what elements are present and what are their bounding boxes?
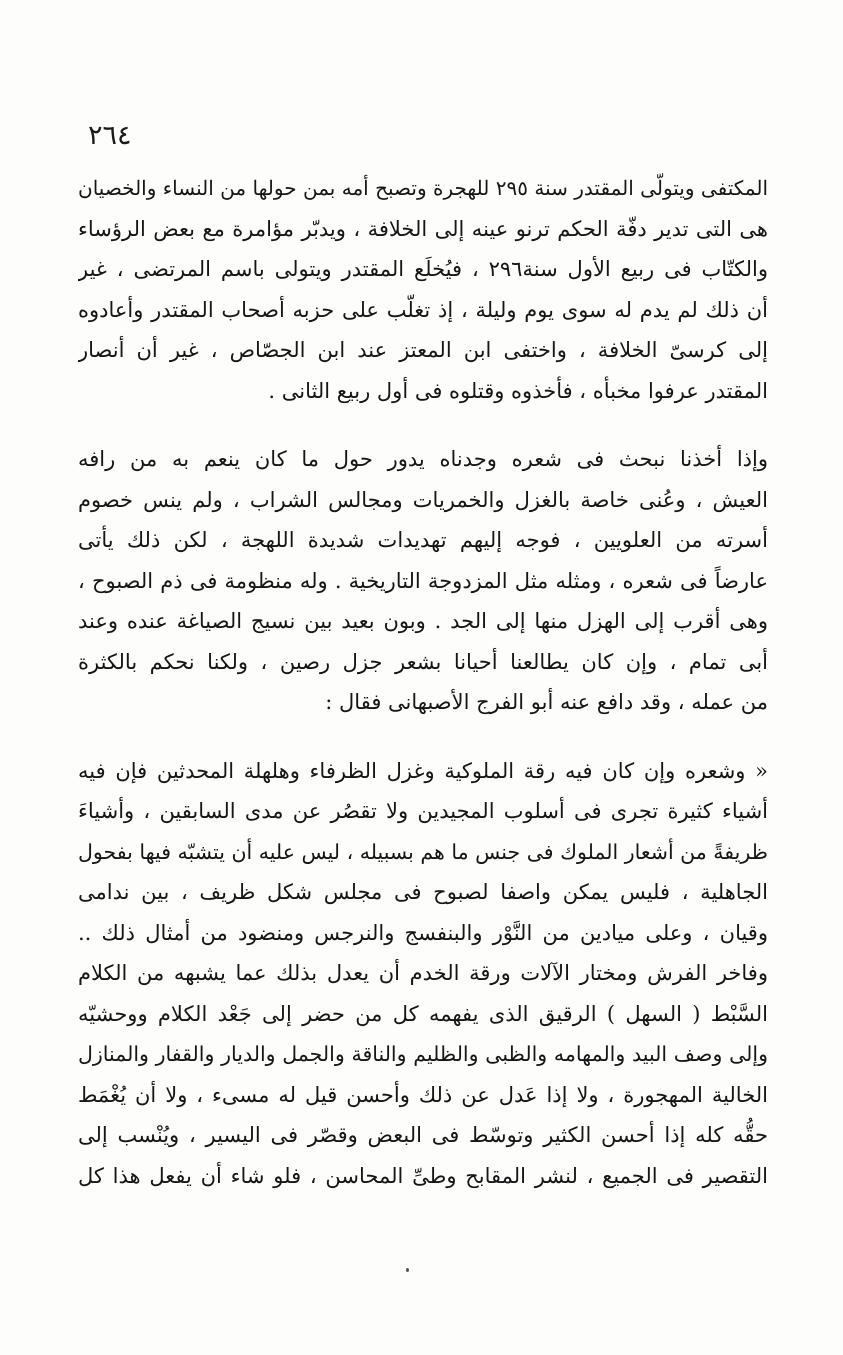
text-line: « وشعره وإن كان فيه رقة الملوكية وغزل الظرفاء وهلهلة المحدثين فإن فيه bbox=[78, 758, 768, 783]
text-line: المقتدر عرفوا مخبأه ، فأخذوه وقتلوه فى أول ربيع الثانى . bbox=[268, 378, 768, 403]
text-line: السَّبْط ( السهل ) الرقيق الذى يفهمه كل من حضر إلى جَعْد الكلام ووحشيّه bbox=[78, 1001, 768, 1026]
text-line: أسرته من العلويين ، فوجه إليهم تهديدات شديدة اللهجة ، لكن ذلك يأتى bbox=[78, 528, 768, 552]
text-line: المكتفى ويتولّى المقتدر سنة ٢٩٥ للهجرة وتصبح أمه بمن حولها من النساء والخصيان bbox=[78, 176, 768, 200]
page-number: ٢٦٤ bbox=[88, 120, 132, 151]
paragraph-historical-account bbox=[78, 168, 768, 411]
text-line: أن ذلك لم يدم له سوى يوم وليلة ، إذ تغلّب على حزبه أصحاب المقتدر وأعادوه bbox=[78, 297, 768, 322]
text-line: هى التى تدير دفّة الحكم ترنو عينه إلى الخلافة ، ويدبّر مؤامرة مع بعض الرؤساء bbox=[78, 216, 768, 241]
text-line: وإذا أخذنا نبحث فى شعره وجدناه يدور حول ما كان ينعم به من رافه bbox=[78, 447, 768, 471]
text-line: وفاخر الفرش ومختار الآلات ورقة الخدم أن يعدل بذلك عما يشبهه من الكلام bbox=[78, 961, 768, 985]
text-line: ظريفةً من أشعار الملوك فى جنس ما هم بسبيله ، ليس عليه أن يتشبّه فيها بفحول bbox=[78, 839, 768, 864]
text-line: حقُّه كله إذا أحسن الكثير وتوسّط فى البعض وقصّر فى اليسير ، ويُنْسب إلى bbox=[78, 1123, 768, 1147]
page-body bbox=[78, 168, 768, 1196]
text-line: الجاهلية ، فليس يمكن واصفا لصبوح فى مجلس شكل ظريف ، بين ندامى bbox=[78, 880, 768, 904]
text-line: أشياء كثيرة تجرى فى أسلوب المجيدين ولا تقصُر عن مدى السابقين ، وأشياءَ bbox=[78, 799, 768, 823]
text-line: الخالية المهجورة ، ولا إذا عَدل عن ذلك وأحسن قيل له مسىء ، ولا أن يُغْمَط bbox=[78, 1082, 768, 1107]
text-line: عارضاً فى شعره ، ومثله مثل المزدوجة التاريخية . وله منظومة فى ذم الصبوح ، bbox=[78, 568, 768, 593]
paper-speck bbox=[406, 1268, 409, 1272]
text-line: وقيان ، وعلى ميادين من النَّوْر والبنفسج والنرجس ومنضود من أمثال ذلك .. bbox=[78, 920, 768, 945]
text-line: والكتّاب فى ربيع الأول سنة٢٩٦ ، فيُخلَع المقتدر ويتولى باسم المرتضى ، غير bbox=[78, 257, 768, 281]
text-line: التقصير فى الجميع ، لنشر المقابح وطىِّ المحاسن ، فلو شاء أن يفعل هذا كل bbox=[78, 1163, 768, 1188]
text-line: وهى أقرب إلى الهزل منها إلى الجد . وبون بعيد بين نسيج الصياغة عنده وعند bbox=[78, 609, 768, 633]
text-line: إلى كرسىّ الخلافة ، واختفى ابن المعتز عند ابن الجصّاص ، غير أن أنصار bbox=[78, 338, 768, 362]
text-line: أبى تمام ، وإن كان يطالعنا أحيانا بشعر جزل رصين ، ولكنا نحكم بالكثرة bbox=[78, 649, 768, 674]
text-line: العيش ، وعُنى خاصة بالغزل والخمريات ومجالس الشراب ، ولم ينس خصوم bbox=[78, 487, 768, 512]
paragraph-poetry-discussion bbox=[78, 439, 768, 723]
text-line: وإلى وصف البيد والمهامه والظبى والظليم والناقة والجمل والديار والقفار والمنازل bbox=[78, 1042, 768, 1066]
text-line: من عمله ، وقد دافع عنه أبو الفرج الأصبهانى فقال : bbox=[325, 690, 768, 714]
paragraph-quotation bbox=[78, 751, 768, 1197]
